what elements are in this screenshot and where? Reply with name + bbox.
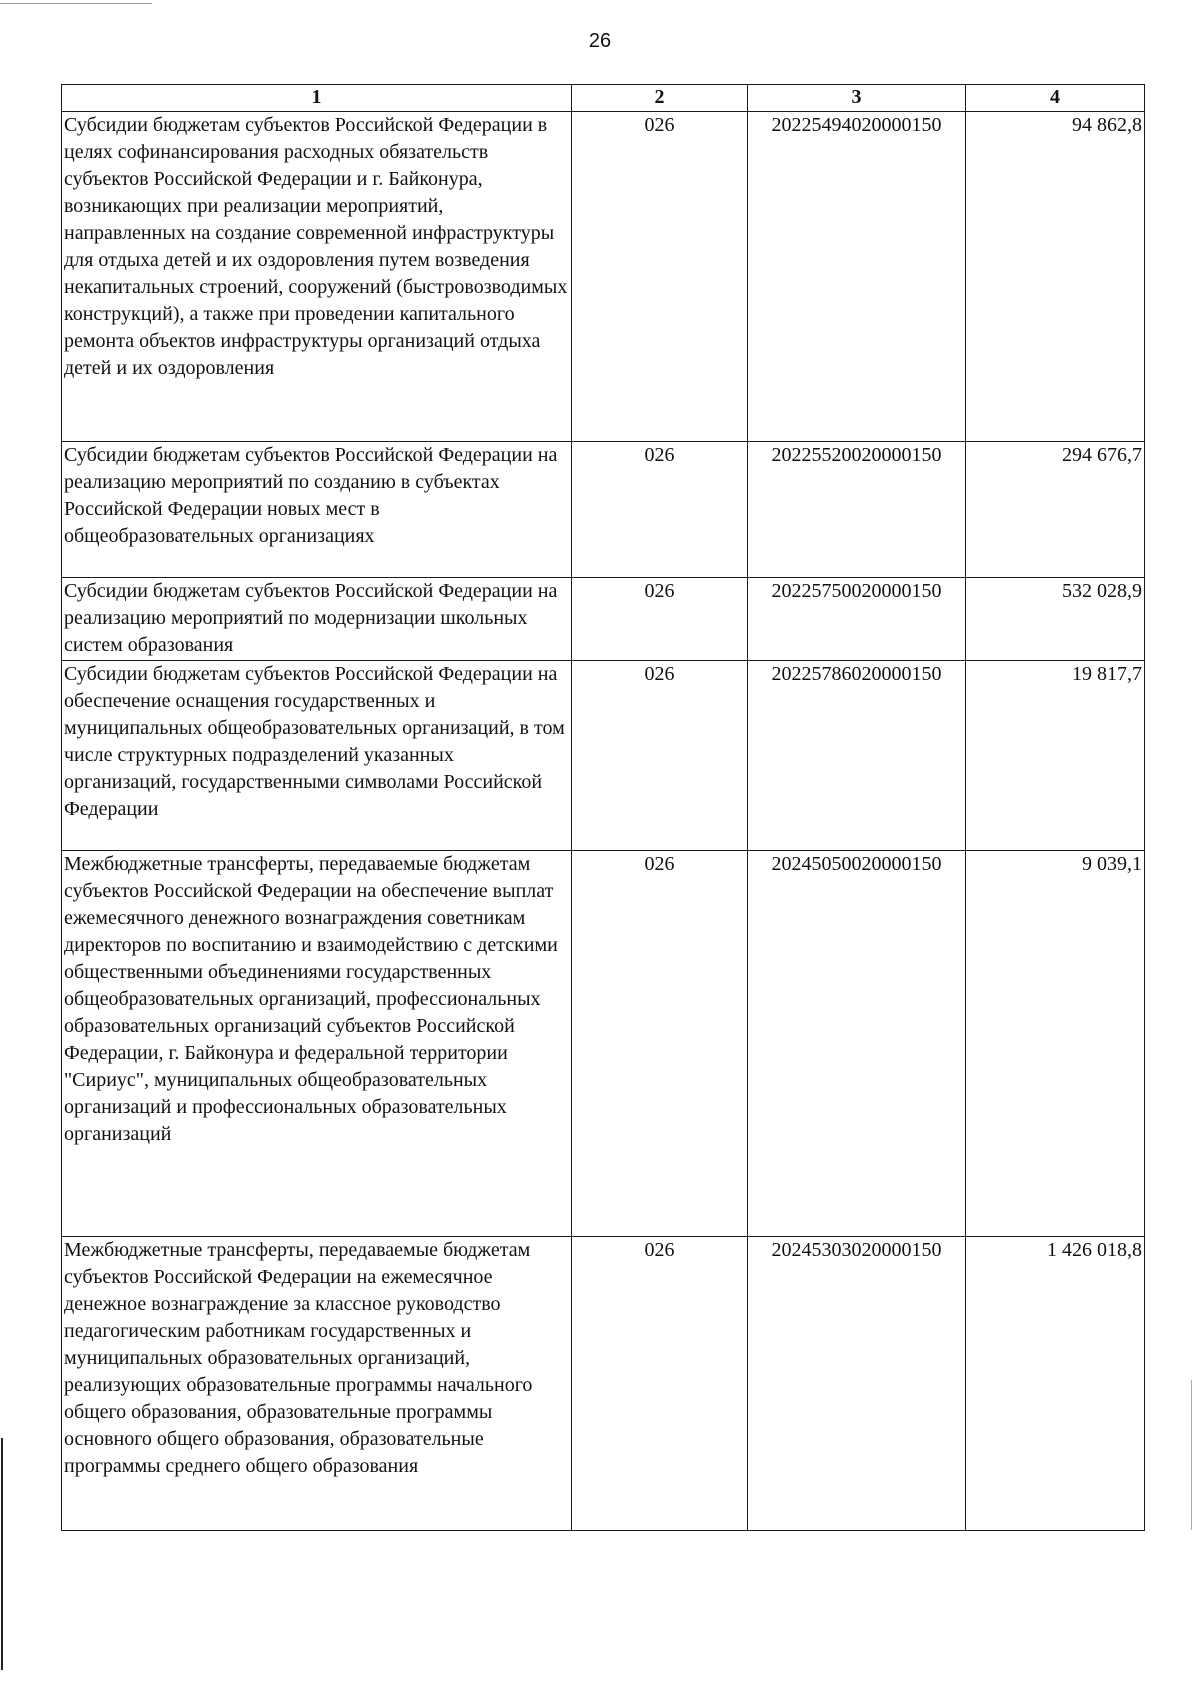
row-budget-code: 20225494020000150 <box>748 112 966 442</box>
row-description: Межбюджетные трансферты, передаваемые бюджетам субъектов Российской Федерации на обеспечение выплат ежемесячного денежного вознаграждения советникам директоров по воспитанию и взаимодействию с детскими общественными объединениями государственных общеобразовательных организаций, профессиональных образовательных организаций субъектов Российской Федерации, г. Байконура и федеральной территории "Сириус", муниципальных общеобразовательных организаций и профессиональных образовательных организаций <box>62 851 572 1237</box>
row-admin-code: 026 <box>572 661 748 851</box>
row-amount: 94 862,8 <box>966 112 1145 442</box>
scan-artifact-line <box>0 3 152 4</box>
row-admin-code: 026 <box>572 1237 748 1531</box>
table-row <box>62 661 1145 851</box>
table-row <box>62 851 1145 1237</box>
budget-revenue-table <box>61 84 1145 1531</box>
row-budget-code: 20225786020000150 <box>748 661 966 851</box>
row-amount: 532 028,9 <box>966 578 1145 661</box>
table-row <box>62 1237 1145 1531</box>
page-number: 26 <box>588 30 612 52</box>
column-header-2: 2 <box>572 85 748 112</box>
row-admin-code: 026 <box>572 851 748 1237</box>
table-row <box>62 578 1145 661</box>
row-admin-code: 026 <box>572 578 748 661</box>
table-row <box>62 442 1145 578</box>
row-amount: 294 676,7 <box>966 442 1145 578</box>
scan-artifact-line <box>1 1438 3 1670</box>
row-description: Субсидии бюджетам субъектов Российской Федерации на реализацию мероприятий по созданию в субъектах Российской Федерации новых мест в общеобразовательных организациях <box>62 442 572 578</box>
row-budget-code: 20225520020000150 <box>748 442 966 578</box>
row-description: Субсидии бюджетам субъектов Российской Федерации на обеспечение оснащения государственных и муниципальных общеобразовательных организаций, в том числе структурных подразделений указанных организаций, государственными символами Российской Федерации <box>62 661 572 851</box>
scan-artifact-line <box>1191 1380 1192 1530</box>
row-amount: 1 426 018,8 <box>966 1237 1145 1531</box>
row-amount: 19 817,7 <box>966 661 1145 851</box>
row-budget-code: 20225750020000150 <box>748 578 966 661</box>
row-description: Межбюджетные трансферты, передаваемые бюджетам субъектов Российской Федерации на ежемесячное денежное вознаграждение за классное руководство педагогическим работникам государственных и муниципальных образовательных организаций, реализующих образовательные программы начального общего образования, образовательные программы основного общего образования, образовательные программы среднего общего образования <box>62 1237 572 1531</box>
table-row <box>62 112 1145 442</box>
row-budget-code: 20245303020000150 <box>748 1237 966 1531</box>
row-amount: 9 039,1 <box>966 851 1145 1237</box>
row-description: Субсидии бюджетам субъектов Российской Федерации в целях софинансирования расходных обязательств субъектов Российской Федерации и г. Байконура, возникающих при реализации мероприятий, направленных на создание современной инфраструктуры для отдыха детей и их оздоровления путем возведения некапитальных строений, сооружений (быстровозводимых конструкций), а также при проведении капитального ремонта объектов инфраструктуры организаций отдыха детей и их оздоровления <box>62 112 572 442</box>
column-header-1: 1 <box>62 85 572 112</box>
row-budget-code: 20245050020000150 <box>748 851 966 1237</box>
row-admin-code: 026 <box>572 442 748 578</box>
column-header-3: 3 <box>748 85 966 112</box>
row-admin-code: 026 <box>572 112 748 442</box>
column-header-4: 4 <box>966 85 1145 112</box>
row-description: Субсидии бюджетам субъектов Российской Федерации на реализацию мероприятий по модернизации школьных систем образования <box>62 578 572 661</box>
table-header-row <box>62 85 1145 112</box>
